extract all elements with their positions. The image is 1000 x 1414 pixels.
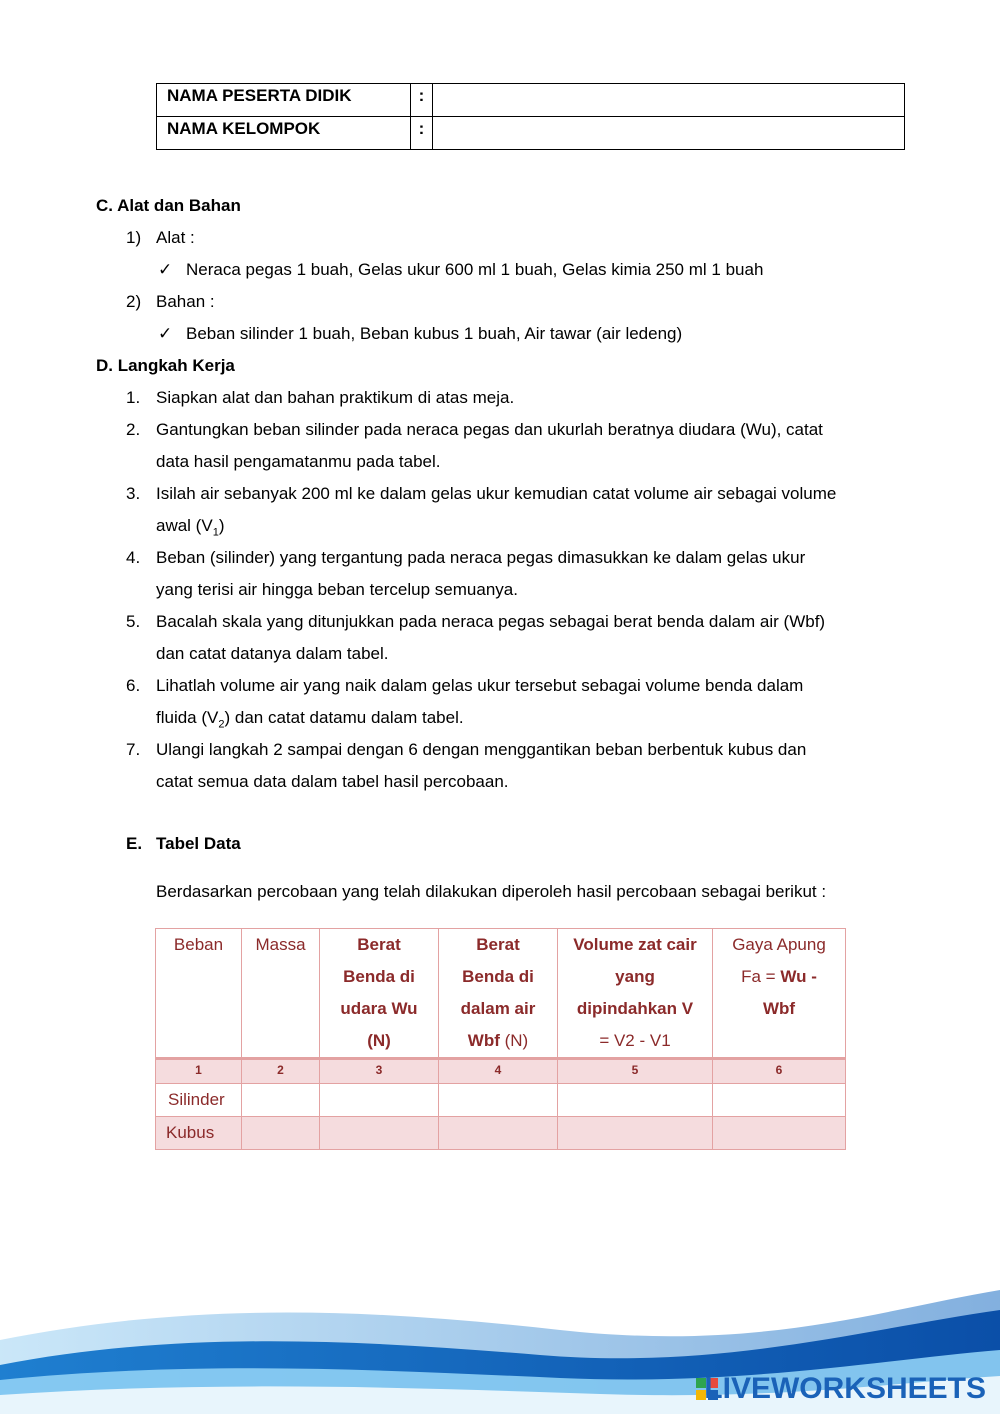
header-massa — [242, 929, 320, 1059]
header-berat-udara-l1: Berat — [357, 935, 401, 954]
table-row-silinder — [156, 1084, 846, 1117]
identity-label-name: NAMA PESERTA DIDIK — [157, 84, 411, 117]
header-berat-udara-l4: (N) — [367, 1031, 391, 1050]
index-3: 3 — [320, 1059, 439, 1084]
row-label-kubus: Kubus — [156, 1117, 242, 1150]
identity-table — [156, 83, 905, 150]
header-gaya-apung-l2 — [713, 961, 845, 993]
step-6-line-2-end: ) dan catat datamu dalam tabel. — [224, 708, 464, 727]
section-e-number: E. — [126, 834, 143, 853]
kubus-wu-cell[interactable] — [320, 1117, 439, 1150]
data-table-index-row — [156, 1059, 846, 1084]
identity-row-group — [157, 117, 905, 150]
header-berat-udara-l2: Benda di — [343, 967, 415, 986]
kubus-volume-cell[interactable] — [558, 1117, 713, 1150]
section-c-title: C. Alat dan Bahan — [96, 196, 241, 215]
row-label-silinder: Silinder — [156, 1084, 242, 1117]
alat-number: 1) — [126, 228, 142, 247]
bahan-item: Beban silinder 1 buah, Beban kubus 1 buah, Air tawar (air ledeng) — [186, 324, 683, 343]
identity-sep-name: : — [411, 84, 433, 117]
section-d-title: D. Langkah Kerja — [96, 356, 235, 375]
alat-check-icon: ✓ — [158, 260, 173, 279]
identity-row-name — [157, 84, 905, 117]
data-table — [155, 928, 846, 1150]
step-5-number: 5. — [126, 612, 141, 631]
header-berat-air-l3: dalam air — [460, 999, 536, 1018]
step-7-line-1: Ulangi langkah 2 sampai dengan 6 dengan menggantikan beban berbentuk kubus dan — [156, 740, 807, 759]
index-5: 5 — [558, 1059, 713, 1084]
header-gaya-apung — [713, 929, 846, 1059]
step-3-line-2-text: awal (V — [156, 516, 213, 535]
step-6-number: 6. — [126, 676, 141, 695]
kubus-fa-cell[interactable] — [713, 1117, 846, 1150]
bahan-number: 2) — [126, 292, 142, 311]
header-volume-l1: Volume zat cair — [573, 935, 697, 954]
step-2-number: 2. — [126, 420, 141, 439]
step-7-line-2: catat semua data dalam tabel hasil percobaan. — [156, 772, 509, 791]
index-4: 4 — [439, 1059, 558, 1084]
step-5-line-1: Bacalah skala yang ditunjukkan pada neraca pegas sebagai berat benda dalam air (Wbf) — [156, 612, 826, 631]
header-berat-air — [439, 929, 558, 1059]
step-2-line-1: Gantungkan beban silinder pada neraca pegas dan ukurlah beratnya diudara (Wu), catat — [156, 420, 823, 439]
identity-sep-group: : — [411, 117, 433, 150]
header-massa-text: Massa — [255, 935, 306, 954]
header-volume-l4: = V2 - V1 — [599, 1031, 671, 1050]
step-3-number: 3. — [126, 484, 141, 503]
identity-label-group: NAMA KELOMPOK — [157, 117, 411, 150]
header-berat-air-l1: Berat — [476, 935, 520, 954]
header-beban-text: Beban — [173, 935, 224, 954]
header-beban — [156, 929, 242, 1059]
bahan-check-icon: ✓ — [158, 324, 173, 343]
section-e-title: Tabel Data — [156, 834, 241, 853]
step-3-line-2-end: ) — [218, 516, 225, 535]
step-6-subscript: 2 — [218, 718, 225, 731]
step-5-line-2: dan catat datanya dalam tabel. — [156, 644, 389, 663]
index-2: 2 — [242, 1059, 320, 1084]
bahan-label: Bahan : — [156, 292, 215, 311]
group-name-field[interactable] — [433, 117, 905, 150]
step-1-line-1: Siapkan alat dan bahan praktikum di atas meja. — [156, 388, 515, 407]
brand-wordmark: LIVEWORKSHEETS — [704, 1372, 986, 1405]
section-e-intro: Berdasarkan percobaan yang telah dilakukan diperoleh hasil percobaan sebagai berikut : — [156, 882, 827, 901]
step-4-line-1: Beban (silinder) yang tergantung pada neraca pegas dimasukkan ke dalam gelas ukur — [156, 548, 806, 567]
index-1: 1 — [156, 1059, 242, 1084]
silinder-volume-cell[interactable] — [558, 1084, 713, 1117]
kubus-wbf-cell[interactable] — [439, 1117, 558, 1150]
silinder-wbf-cell[interactable] — [439, 1084, 558, 1117]
header-volume-l3: dipindahkan V — [576, 999, 694, 1018]
header-berat-air-l2: Benda di — [462, 967, 534, 986]
step-4-number: 4. — [126, 548, 141, 567]
header-berat-air-l4 — [439, 1025, 557, 1057]
silinder-massa-cell[interactable] — [242, 1084, 320, 1117]
header-berat-udara — [320, 929, 439, 1059]
table-row-kubus — [156, 1117, 846, 1150]
header-gaya-apung-l2-b: Wu - — [780, 967, 817, 986]
header-berat-air-l4-unit: (N) — [499, 1031, 529, 1050]
header-gaya-apung-l1: Gaya Apung — [732, 935, 826, 954]
header-gaya-apung-l2-a: Fa = — [741, 967, 781, 986]
step-2-line-2: data hasil pengamatanmu pada tabel. — [156, 452, 441, 471]
header-volume — [558, 929, 713, 1059]
header-berat-udara-l3: udara Wu — [340, 999, 418, 1018]
silinder-fa-cell[interactable] — [713, 1084, 846, 1117]
data-table-header-row — [156, 929, 846, 1059]
header-volume-l2: yang — [615, 967, 655, 986]
silinder-wu-cell[interactable] — [320, 1084, 439, 1117]
index-6: 6 — [713, 1059, 846, 1084]
step-3-line-1: Isilah air sebanyak 200 ml ke dalam gelas ukur kemudian catat volume air sebagai volume — [156, 484, 837, 503]
alat-item: Neraca pegas 1 buah, Gelas ukur 600 ml 1 buah, Gelas kimia 250 ml 1 buah — [186, 260, 764, 279]
header-berat-air-l4-bold: Wbf — [467, 1031, 500, 1050]
alat-label: Alat : — [156, 228, 195, 247]
kubus-massa-cell[interactable] — [242, 1117, 320, 1150]
step-4-line-2: yang terisi air hingga beban tercelup semuanya. — [156, 580, 518, 599]
step-7-number: 7. — [126, 740, 141, 759]
step-6-line-2-text: fluida (V — [156, 708, 219, 727]
header-gaya-apung-l3: Wbf — [762, 999, 796, 1018]
step-1-number: 1. — [126, 388, 141, 407]
step-6-line-1: Lihatlah volume air yang naik dalam gelas ukur tersebut sebagai volume benda dalam — [156, 676, 804, 695]
student-name-field[interactable] — [433, 84, 905, 117]
step-3-subscript: 1 — [212, 526, 219, 539]
